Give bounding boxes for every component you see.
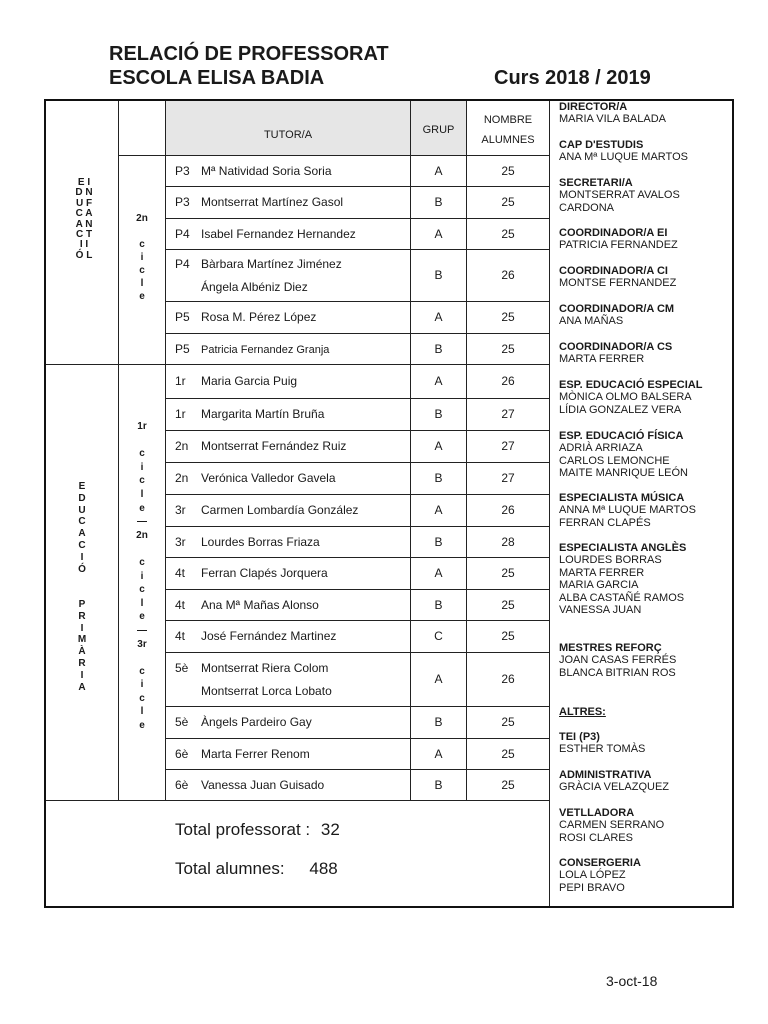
staff-name: MARIA GARCIA	[559, 579, 639, 591]
vertical-letter: A N	[75, 218, 93, 230]
tutor-line	[175, 310, 316, 324]
tutor-cell	[175, 494, 409, 526]
grup-cell: A	[434, 746, 443, 761]
tutor-name: Montserrat Riera Colom	[201, 660, 329, 675]
tutor-line	[175, 407, 324, 421]
staff-role: ESPECIALISTA MÚSICA	[559, 492, 685, 504]
vertical-letter: i	[140, 570, 144, 582]
vertical-letter: I	[80, 669, 84, 681]
grup-cell: A	[434, 226, 443, 241]
vertical-letter: C T	[75, 229, 93, 241]
alumnes-cell: 26	[501, 503, 515, 517]
alumnes-cell: 27	[501, 407, 515, 421]
staff-role: COORDINADOR/A CM	[559, 303, 675, 315]
level-label: 4t	[175, 629, 186, 643]
total-alumnes-value: 488	[309, 859, 338, 878]
tutor-line	[175, 227, 356, 241]
staff-name: MARTA FERRER	[559, 566, 645, 579]
staff-role: ESP. EDUCACIÓ ESPECIAL	[559, 379, 703, 391]
alumnes-cell: 25	[501, 777, 515, 792]
alumnes-cell: 28	[501, 534, 515, 549]
staff-name: LOURDES BORRAS	[559, 554, 662, 566]
tutor-cell	[175, 557, 409, 589]
vertical-letter: 1r	[137, 421, 147, 432]
level-label: 6è	[175, 746, 189, 761]
staff-name: MARIA VILA BALADA	[559, 113, 666, 125]
staff-group	[559, 139, 731, 164]
vertical-letter: U	[78, 504, 86, 516]
staff-name: CARDONA	[559, 201, 615, 214]
tutor-name: José Fernández Martinez	[201, 629, 337, 643]
staff-name: JOAN CASAS FERRÉS	[559, 654, 677, 666]
tutor-cell	[175, 589, 409, 620]
alumnes-cell: 25	[501, 566, 515, 580]
grup-cell: B	[434, 268, 443, 282]
tutor-line	[175, 471, 336, 485]
vertical-letter: i	[140, 252, 144, 263]
level-label: P4	[175, 256, 190, 271]
grup-cell: A	[434, 566, 443, 580]
level-label: 3r	[175, 534, 186, 549]
grup-cell: B	[434, 777, 443, 792]
staff-name: GRÀCIA VELAZQUEZ	[559, 781, 670, 793]
educacio-infantil-label	[66, 178, 102, 261]
tutor-name: Carmen Lombardía González	[201, 503, 359, 517]
vertical-letter: l	[140, 706, 144, 718]
staff-name: VANESSA JUAN	[559, 604, 642, 616]
vertical-letter	[122, 651, 162, 665]
grup-cell: A	[434, 503, 443, 517]
tutor-line	[175, 374, 297, 388]
level-label: 5è	[175, 660, 189, 675]
vertical-letter: R	[78, 610, 86, 622]
tutor-cell	[175, 218, 409, 249]
vertical-letter: I I	[79, 239, 89, 251]
school-name: ESCOLA ELISA BADIA	[109, 67, 325, 89]
alumnes-cell: 25	[501, 629, 515, 643]
staff-name: BLANCA BITRIAN ROS	[559, 666, 676, 679]
staff-group	[559, 379, 731, 416]
primaria-cicle-label	[122, 420, 162, 733]
staff-role: MESTRES REFORÇ	[559, 642, 662, 654]
tutor-cell	[175, 652, 409, 706]
tutor-line	[175, 503, 358, 517]
vertical-letter: l	[140, 278, 144, 289]
tutor-cell	[175, 620, 409, 652]
tutor-cell	[175, 364, 409, 398]
page-title: RELACIÓ DE PROFESSORAT	[109, 43, 389, 65]
staff-group	[559, 265, 731, 290]
grup-cell: A	[434, 163, 443, 178]
vertical-letter: e	[139, 291, 145, 302]
level-label: P3	[175, 195, 190, 209]
alumnes-cell: 25	[501, 715, 515, 729]
staff-name: MONTSE FERNANDEZ	[559, 277, 677, 289]
tutor-line	[175, 439, 346, 453]
staff-group	[559, 642, 731, 679]
staff-group	[559, 731, 731, 756]
alumnes-cell: 25	[501, 310, 515, 324]
tutor-name: Vanessa Juan Guisado	[201, 777, 325, 792]
staff-name: ESTHER TOMÀS	[559, 743, 646, 755]
grup-cell: B	[434, 715, 443, 729]
staff-name: LOLA LÓPEZ	[559, 869, 626, 881]
vertical-letter: Ó	[78, 563, 86, 575]
staff-role: TEI (P3)	[559, 731, 600, 743]
staff-group	[559, 303, 731, 328]
tutor-cell	[175, 249, 409, 301]
level-label: P5	[175, 310, 190, 324]
divider	[46, 800, 550, 801]
grup-cell: A	[434, 439, 443, 453]
tutor-name: Lourdes Borras Friaza	[201, 534, 320, 549]
vertical-letter: E I	[77, 177, 91, 188]
column-header-grup: GRUP	[422, 124, 455, 136]
tutor-line	[175, 164, 332, 178]
alumnes-cell: 25	[501, 597, 515, 612]
staff-name: MÒNICA OLMO BALSERA	[559, 391, 692, 403]
vertical-letter: 2n	[136, 529, 148, 541]
tutor-name: Maria Garcia Puig	[201, 374, 298, 388]
vertical-letter: C	[78, 539, 86, 551]
staff-role: ESPECIALISTA ANGLÈS	[559, 542, 687, 554]
staff-name: ANA MAÑAS	[559, 315, 624, 327]
alumnes-cell: 26	[501, 374, 515, 388]
grup-cell: A	[434, 672, 443, 686]
staff-name: FERRAN CLAPÉS	[559, 516, 651, 529]
vertical-letter: D	[78, 492, 86, 504]
vertical-letter: l	[140, 597, 144, 609]
tutor-name: Isabel Fernandez Hernandez	[201, 226, 356, 241]
vertical-letter: A	[78, 528, 86, 540]
staff-name: MARTA FERRER	[559, 353, 645, 365]
staff-name: ALBA CASTAÑÉ RAMOS	[559, 591, 685, 604]
vertical-letter: e	[139, 502, 145, 514]
grup-cell: B	[434, 471, 443, 485]
level-label: 1r	[175, 407, 186, 421]
tutor-name: Bàrbara Martínez Jiménez	[201, 256, 342, 271]
staff-name: MAITE MANRIQUE LEÓN	[559, 467, 688, 479]
vertical-letter	[122, 434, 162, 448]
staff-name: ANNA Mª LUQUE MARTOS	[559, 504, 696, 516]
vertical-letter: D N	[75, 187, 93, 199]
total-professorat	[175, 820, 340, 840]
tutor-name: Rosa M. Pérez López	[201, 310, 317, 324]
staff-group	[559, 341, 731, 366]
staff-role: COORDINADOR/A CI	[559, 265, 668, 277]
grup-cell: B	[434, 597, 443, 612]
tutor-name: Margarita Martín Bruña	[201, 407, 325, 421]
tutor-cell	[175, 155, 409, 186]
tutor-cell	[175, 430, 409, 462]
total-alumnes-label: Total alumnes:	[175, 859, 285, 878]
vertical-letter	[62, 575, 102, 587]
staff-role: ESP. EDUCACIÓ FÍSICA	[559, 430, 684, 442]
alumnes-cell: 26	[501, 672, 515, 686]
level-label: 2n	[175, 471, 189, 485]
tutor-name: Àngels Pardeiro Gay	[201, 715, 312, 729]
staff-group	[559, 706, 731, 718]
vertical-letter: c	[139, 239, 145, 250]
vertical-letter: I	[80, 551, 84, 563]
tutor-line	[175, 566, 328, 580]
staff-name: PEPI BRAVO	[559, 881, 625, 894]
grup-cell: B	[434, 195, 443, 209]
tutor-line	[175, 195, 343, 209]
staff-role: CONSERGERIA	[559, 857, 641, 869]
tutor-cell	[175, 333, 409, 364]
level-label: 5è	[175, 715, 189, 729]
course-year: Curs 2018 / 2019	[494, 67, 651, 89]
vertical-letter: U F	[75, 197, 93, 209]
grup-cell: B	[434, 341, 443, 356]
vertical-letter	[122, 225, 162, 238]
vertical-letter: c	[139, 448, 145, 460]
tutor-name: Ana Mª Mañas Alonso	[201, 597, 319, 612]
tutor-line	[175, 715, 312, 729]
vertical-letter: c	[139, 265, 145, 276]
level-label: 3r	[175, 503, 186, 517]
tutor-cell	[175, 186, 409, 218]
alumnes-cell: 25	[501, 195, 515, 209]
vertical-letter: c	[139, 692, 145, 704]
staff-group	[559, 177, 731, 214]
vertical-letter: I	[80, 622, 84, 634]
staff-name: CARMEN SERRANO	[559, 819, 665, 831]
staff-role: VETLLADORA	[559, 807, 635, 819]
tutor-cell	[175, 738, 409, 769]
alumnes-cell: 25	[501, 226, 515, 241]
vertical-letter: c	[139, 584, 145, 596]
infantil-cicle-label	[122, 212, 162, 303]
vertical-letter: E	[78, 481, 86, 492]
vertical-letter: R	[78, 657, 86, 669]
grup-cell: C	[434, 629, 443, 643]
staff-group	[559, 430, 731, 480]
alumnes-cell: 25	[501, 341, 515, 356]
tutor-name: Marta Ferrer Renom	[201, 746, 310, 761]
vertical-letter: 3r	[137, 638, 147, 650]
staff-group	[559, 857, 731, 894]
tutor-line	[175, 747, 310, 761]
total-professorat-label: Total professorat :	[175, 820, 311, 839]
vertical-letter: P	[78, 598, 86, 610]
staff-group	[559, 542, 731, 617]
staff-role: COORDINADOR/A EI	[559, 227, 668, 239]
staff-group	[559, 101, 731, 126]
staff-role: COORDINADOR/A CS	[559, 341, 673, 353]
tutor-line	[175, 629, 336, 643]
alumnes-cell: 27	[501, 471, 515, 485]
tutor-line	[175, 257, 342, 271]
staff-role: ADMINISTRATIVA	[559, 769, 652, 781]
level-label: P4	[175, 226, 190, 241]
alumnes-cell: 25	[501, 163, 515, 178]
staff-role: SECRETARI/A	[559, 177, 633, 189]
tutor-line	[175, 342, 329, 356]
grup-cell: B	[434, 534, 443, 549]
level-label: 1r	[175, 374, 186, 388]
staff-name: ANA Mª LUQUE MARTOS	[559, 151, 688, 163]
grup-cell: B	[434, 407, 443, 421]
vertical-letter: À	[78, 646, 86, 658]
tutor-name: Montserrat Fernández Ruiz	[201, 439, 347, 453]
alumnes-cell: 26	[501, 268, 515, 282]
vertical-letter: M	[77, 634, 87, 646]
educacio-primaria-label	[62, 481, 102, 693]
staff-group	[559, 807, 731, 844]
alumnes-cell: 27	[501, 439, 515, 453]
vertical-letter: c	[139, 556, 145, 568]
divider	[165, 101, 166, 800]
staff-name: PATRICIA FERNANDEZ	[559, 239, 678, 251]
tutor-cell	[175, 706, 409, 738]
total-professorat-value: 32	[320, 820, 340, 839]
staff-group	[559, 769, 731, 794]
vertical-letter	[122, 542, 162, 556]
vertical-letter: e	[139, 720, 145, 732]
vertical-letter: e	[139, 611, 145, 623]
vertical-letter: —	[137, 516, 147, 528]
tutor-line	[175, 598, 319, 612]
level-label: 2n	[175, 439, 189, 453]
staff-role: CAP D'ESTUDIS	[559, 139, 644, 151]
tutor-cell	[175, 769, 409, 800]
level-label: P5	[175, 341, 190, 356]
footer-date: 3-oct-18	[606, 973, 658, 989]
grup-cell: A	[434, 374, 443, 388]
staff-role: DIRECTOR/A	[559, 101, 628, 113]
tutor-cell	[175, 398, 409, 430]
staff-name: ADRIÀ ARRIAZA	[559, 442, 643, 454]
tutor-line	[175, 661, 328, 675]
column-header-tutor: TUTOR/A	[263, 129, 313, 141]
tutor-line	[175, 535, 320, 549]
tutor-name-second: Montserrat Lorca Lobato	[201, 683, 332, 698]
level-label: 6è	[175, 777, 189, 792]
column-header-nombre: NOMBRE	[483, 114, 533, 126]
tutor-cell	[175, 301, 409, 333]
tutor-name: Mª Natividad Soria Soria	[201, 163, 332, 178]
vertical-letter: c	[139, 475, 145, 487]
tutor-name-second: Ángela Albéniz Diez	[201, 279, 308, 294]
tutor-cell	[175, 462, 409, 494]
level-label: P3	[175, 163, 190, 178]
tutor-name: Verónica Valledor Gavela	[201, 471, 336, 485]
vertical-letter: c	[139, 665, 145, 677]
staff-name: MONTSERRAT AVALOS	[559, 189, 680, 201]
staff-name: ROSI CLARES	[559, 831, 633, 844]
vertical-letter: Ó L	[75, 249, 93, 261]
tutor-name: Ferran Clapés Jorquera	[201, 566, 328, 580]
vertical-letter: C A	[75, 208, 93, 220]
tutor-line	[175, 778, 324, 792]
grup-cell: A	[434, 310, 443, 324]
vertical-letter: l	[140, 488, 144, 500]
tutor-name: Montserrat Martínez Gasol	[201, 195, 344, 209]
vertical-letter: i	[140, 461, 144, 473]
staff-group	[559, 227, 731, 252]
staff-name: LÍDIA GONZALEZ VERA	[559, 403, 682, 416]
staff-role: ALTRES:	[559, 706, 606, 718]
vertical-letter: i	[140, 679, 144, 691]
vertical-letter: —	[137, 624, 147, 636]
vertical-letter: C	[78, 516, 86, 528]
level-label: 4t	[175, 597, 186, 612]
staff-group	[559, 492, 731, 529]
staff-name: CARLOS LEMONCHE	[559, 454, 670, 467]
tutor-cell	[175, 526, 409, 557]
vertical-letter	[62, 587, 102, 599]
divider	[118, 101, 119, 800]
divider	[549, 101, 550, 906]
vertical-letter: 2n	[136, 213, 148, 224]
column-header-alumnes: ALUMNES	[481, 134, 535, 146]
tutor-name: Patricia Fernandez Granja	[201, 343, 330, 356]
total-alumnes	[175, 859, 338, 879]
alumnes-cell: 25	[501, 746, 515, 761]
level-label: 4t	[175, 566, 186, 580]
vertical-letter: A	[78, 681, 86, 693]
